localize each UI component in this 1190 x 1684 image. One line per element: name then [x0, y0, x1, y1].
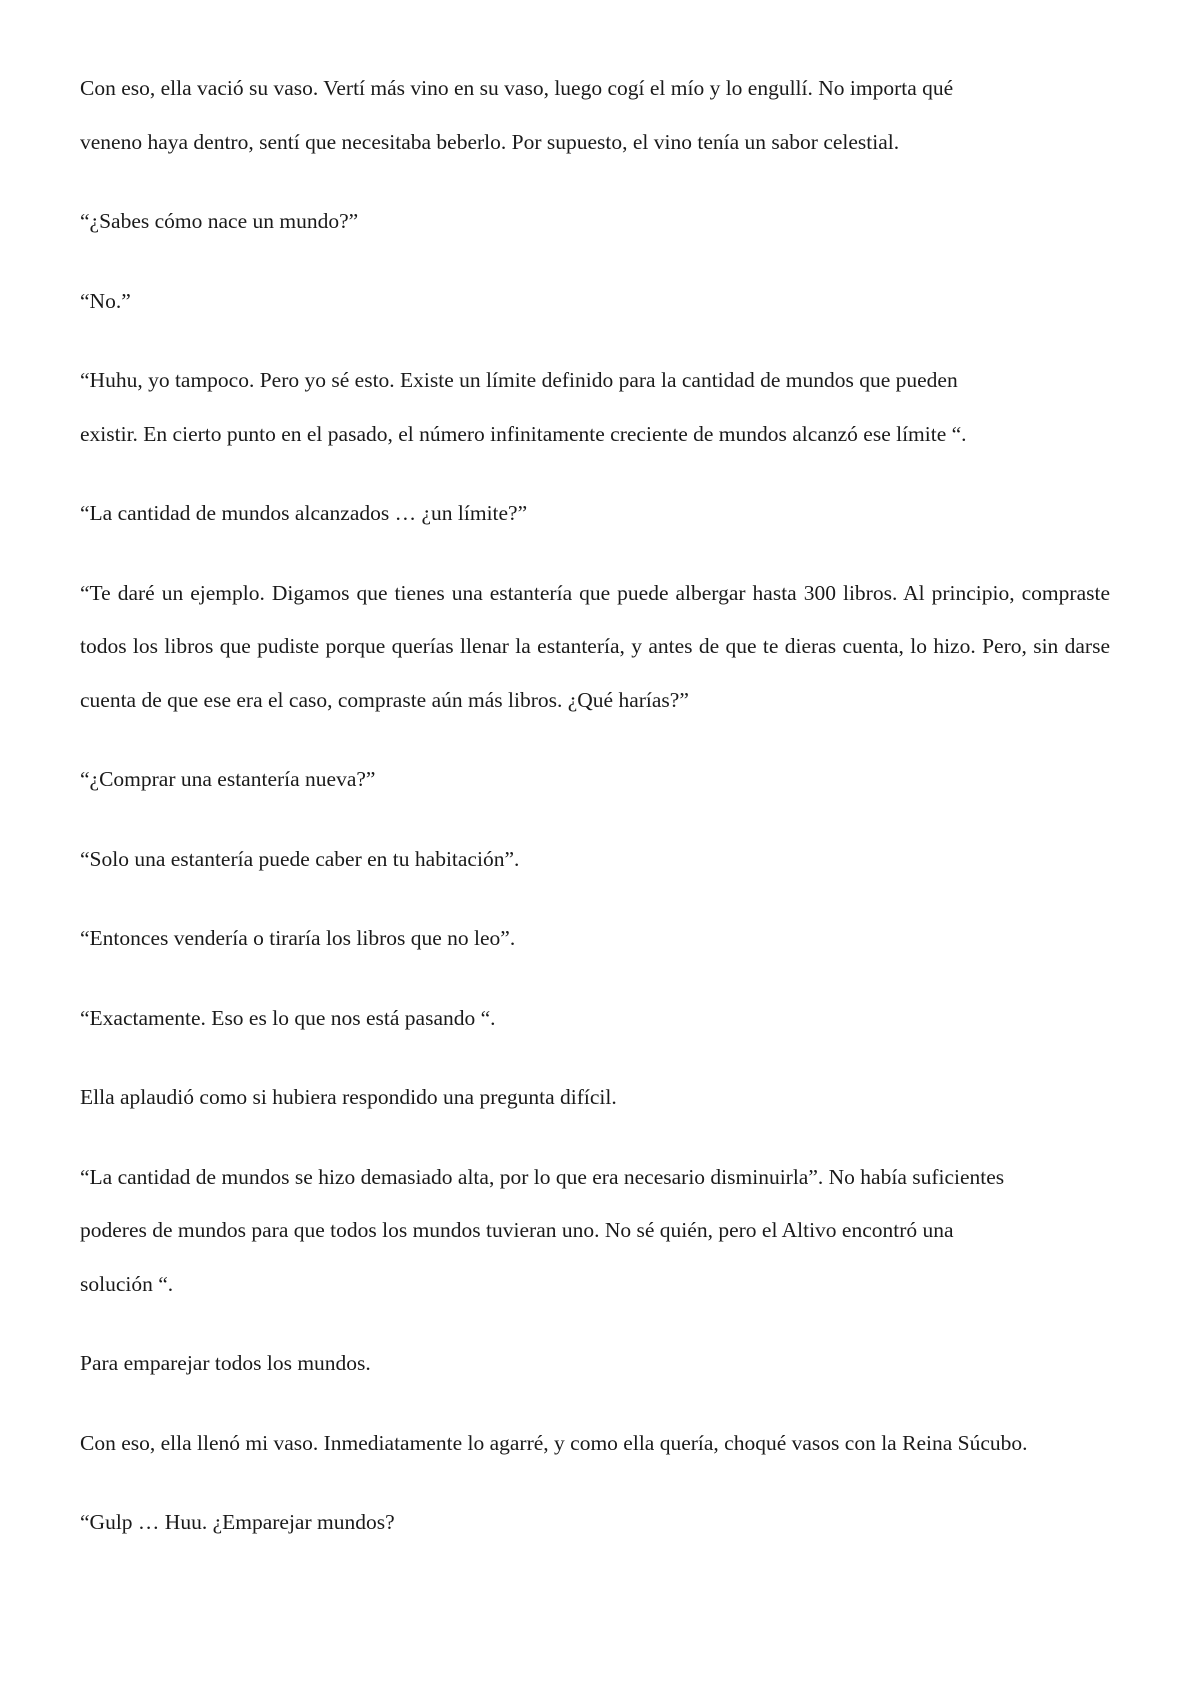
body-text [80, 62, 1110, 1576]
paragraph: Con eso, ella llenó mi vaso. Inmediatamente lo agarré, y como ella quería, choqué vasos con la Reina Súcubo. [80, 1430, 1028, 1455]
paragraph: “¿Comprar una estantería nueva?” [80, 767, 376, 791]
paragraph: “Huhu, yo tampoco. Pero yo sé esto. Existe un límite definido para la cantidad de mundos que pueden existir. En cierto punto en el pasado, el número infinitamente creciente de mundos alcanzó ese límite “. [80, 368, 967, 446]
paragraph: “Solo una estantería puede caber en tu habitación”. [80, 846, 520, 871]
paragraph: “Exactamente. Eso es lo que nos está pasando “. [80, 1005, 496, 1030]
paragraph: “Entonces vendería o tiraría los libros que no leo”. [80, 926, 516, 950]
paragraph: Ella aplaudió como si hubiera respondido una pregunta difícil. [80, 1085, 617, 1109]
paragraph: Para emparejar todos los mundos. [80, 1351, 371, 1375]
paragraph: “Te daré un ejemplo. Digamos que tienes una estantería que puede albergar hasta 300 libros. Al principio, compraste todos los libros que pudiste porque querías llenar la estantería, y antes de que te dieras cuenta, lo hizo. Pero, sin darse cuenta de que ese era el caso, compraste aún más libros. ¿Qué harías?” [80, 580, 1110, 712]
paragraph: “Gulp … Huu. ¿Emparejar mundos? [80, 1510, 395, 1534]
paragraph: “¿Sabes cómo nace un mundo?” [80, 209, 359, 233]
paragraph: “No.” [80, 288, 131, 313]
paragraph: “La cantidad de mundos se hizo demasiado alta, por lo que era necesario disminuirla”. No había suficientes poderes de mundos para que todos los mundos tuvieran uno. No sé quién, pero el Altivo encontró una solución “. [80, 1164, 1005, 1296]
paragraph: Con eso, ella vació su vaso. Vertí más vino en su vaso, luego cogí el mío y lo engullí. No importa qué veneno haya dentro, sentí que necesitaba beberlo. Por supuesto, el vino tenía un sabor celestial. [80, 76, 954, 154]
paragraph: “La cantidad de mundos alcanzados … ¿un límite?” [80, 501, 528, 525]
